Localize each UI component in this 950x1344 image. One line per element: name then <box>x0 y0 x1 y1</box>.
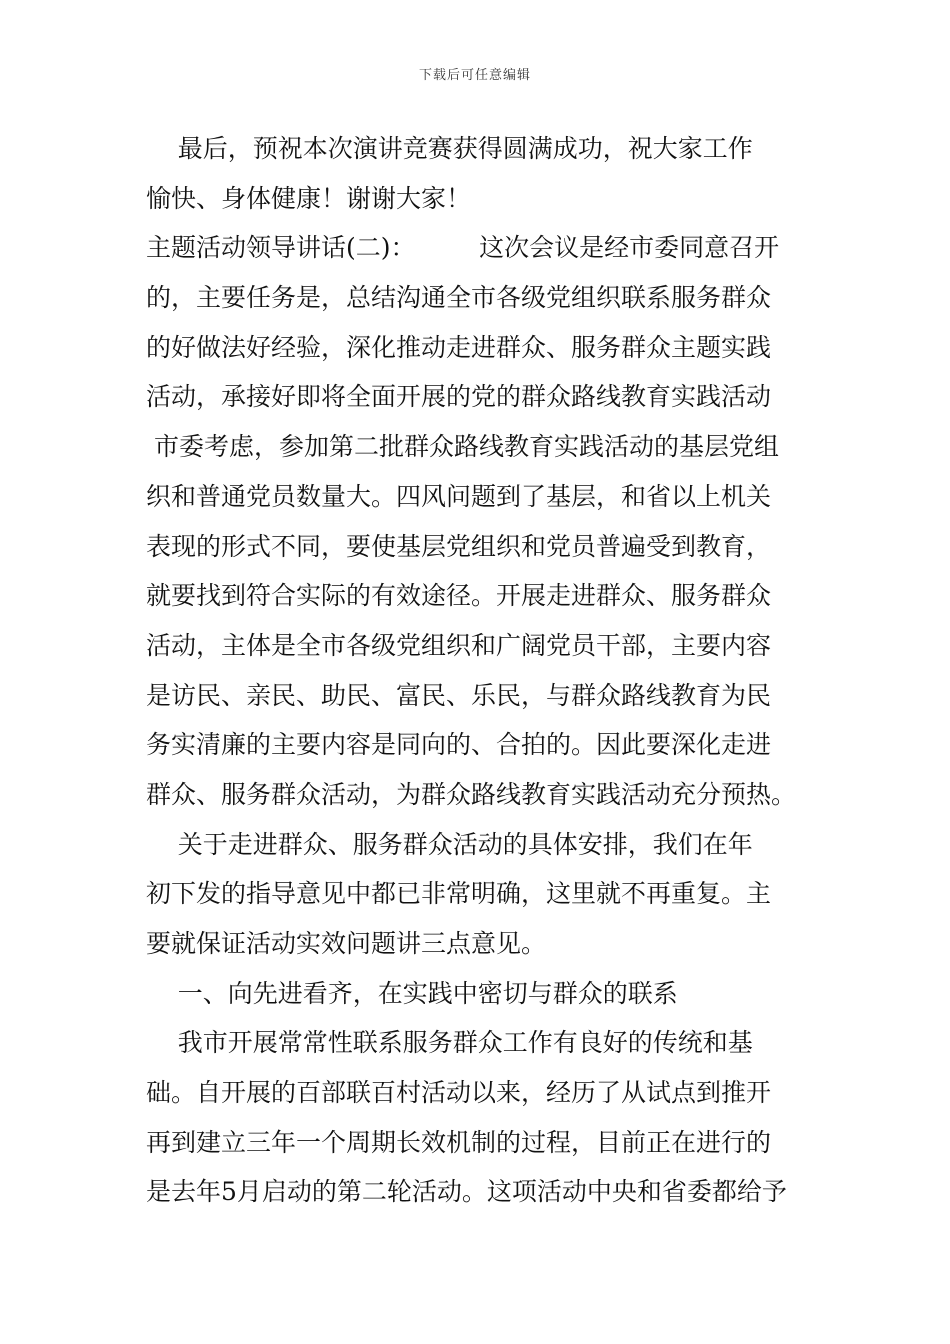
text-line: 活动，承接好即将全面开展的党的群众路线教育实践活动 <box>146 382 772 412</box>
text-line: 础。自开展的百部联百村活动以来，经历了从试点到推开 <box>146 1078 772 1108</box>
text-line: 主题活动领导讲话(二)： 这次会议是经市委同意召开 <box>146 233 780 263</box>
text-line: 群众、服务群众活动，为群众路线教育实践活动充分预热。 <box>146 779 797 809</box>
text-line: 就要找到符合实际的有效途径。开展走进群众、服务群众 <box>146 581 772 611</box>
text-line: 务实清廉的主要内容是同向的、合拍的。因此要深化走进 <box>146 730 772 760</box>
page-header-note: 下载后可任意编辑 <box>418 68 531 83</box>
text-line: 织和普通党员数量大。四风问题到了基层，和省以上机关 <box>146 481 772 511</box>
text-line: 的，主要任务是，总结沟通全市各级党组织联系服务群众 <box>146 283 772 313</box>
text-line: 一、向先进看齐，在实践中密切与群众的联系 <box>146 978 678 1008</box>
text-line: 要就保证活动实效问题讲三点意见。 <box>146 929 547 958</box>
text-line: 再到建立三年一个周期长效机制的过程，目前正在进行的 <box>146 1127 772 1157</box>
text-line: 愉快、身体健康！谢谢大家！ <box>146 183 472 213</box>
text-line: 关于走进群众、服务群众活动的具体安排，我们在年 <box>146 829 753 859</box>
text-line: 初下发的指导意见中都已非常明确，这里就不再重复。主 <box>146 879 772 909</box>
text-line: 是访民、亲民、助民、富民、乐民，与群众路线教育为民 <box>146 680 772 710</box>
text-line: 最后，预祝本次演讲竞赛获得圆满成功，祝大家工作 <box>146 134 753 163</box>
text-line: 活动，主体是全市各级党组织和广阔党员干部，主要内容 <box>146 630 772 660</box>
document-body <box>146 124 806 1217</box>
text-line: 的好做法好经验，深化推动走进群众、服务群众主题实践 <box>146 332 772 362</box>
text-line: 我市开展常常性联系服务群众工作有良好的传统和基 <box>146 1028 753 1058</box>
text-line: 是去年5月启动的第二轮活动。这项活动中央和省委都给予 <box>146 1177 787 1207</box>
text-line: 市委考虑，参加第二批群众路线教育实践活动的基层党组 <box>146 432 779 462</box>
text-line: 表现的形式不同，要使基层党组织和党员普遍受到教育， <box>146 531 772 561</box>
